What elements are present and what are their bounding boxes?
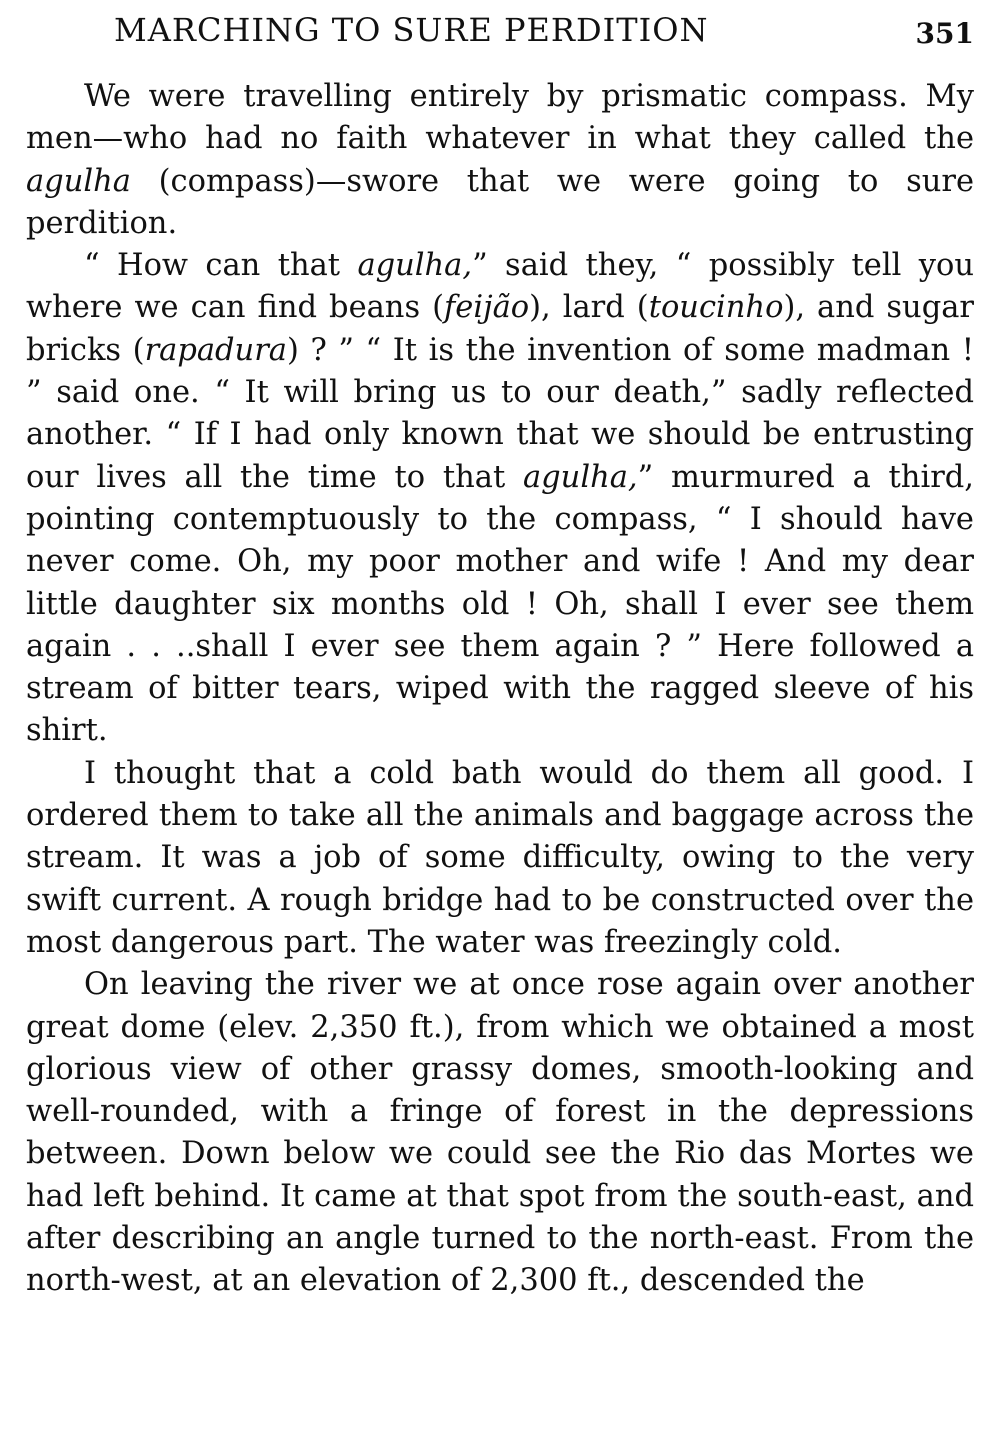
paragraph-1: [26, 76, 974, 245]
page-number: 351: [915, 17, 974, 50]
text-segment-italic: agulha,: [357, 248, 473, 284]
paragraph-2: [26, 245, 974, 753]
text-segment: “ How can that: [84, 248, 358, 284]
text-segment: ” said they, “ possibly tell you where we can find beans (: [26, 248, 974, 326]
book-page: [26, 0, 974, 1449]
paragraph-4: [26, 964, 974, 1302]
text-segment: I thought that a cold bath would do them all good. I ordered them to take all the animals and baggage across the stream. It was a job of some difficulty, owing to the very swift current. A rough bridge had to be constructed over the most dangerous part. The water was freezingly cold.: [26, 755, 974, 960]
body-text: [26, 76, 974, 1303]
text-segment-italic: agulha,: [522, 459, 638, 495]
text-segment: ” murmured a third, pointing contemptuously to the compass, “ I should have never come. Oh, my poor mother and wife ! And my dear little daughter six months old ! Oh, shall I ever see them again . . ..shall I ever see them again ? ” Here followed a stream of bitter tears, wiped with the ragged sleeve of his shirt.: [26, 459, 974, 749]
text-segment-italic: agulha: [26, 163, 131, 199]
text-segment: (compass)—swore that we were going to sure perdition.: [26, 163, 974, 241]
running-title: MARCHING TO SURE PERDITION: [114, 11, 709, 49]
text-segment-italic: feijão: [444, 290, 530, 326]
running-header: [26, 0, 974, 58]
text-segment-italic: rapadura: [144, 332, 287, 368]
text-segment-italic: toucinho: [648, 290, 784, 326]
text-segment: ), lard (: [529, 290, 649, 326]
text-segment: ) ? ” “ It is the invention of some madman ! ” said one. “ It will bring us to our death,” sadly reflected another. “ If I had only known that we should be entrusting our lives all the time to that: [26, 332, 975, 495]
text-segment: We were travelling entirely by prismatic compass. My men—who had no faith whatever in what they called the: [26, 79, 974, 157]
text-segment: On leaving the river we at once rose again over another great dome (elev. 2,350 ft.), from which we obtained a most glorious view of other grassy domes, smooth-looking and well-rounded, with a fringe of forest in the depressions between. Down below we could see the Rio das Mortes we had left behind. It came at that spot from the south-east, and after describing an angle turned to the north-east. From the north-west, at an elevation of 2,300 ft., descended the: [26, 967, 974, 1299]
paragraph-3: [26, 753, 974, 964]
text-segment: ), and sugar bricks (: [26, 290, 974, 368]
